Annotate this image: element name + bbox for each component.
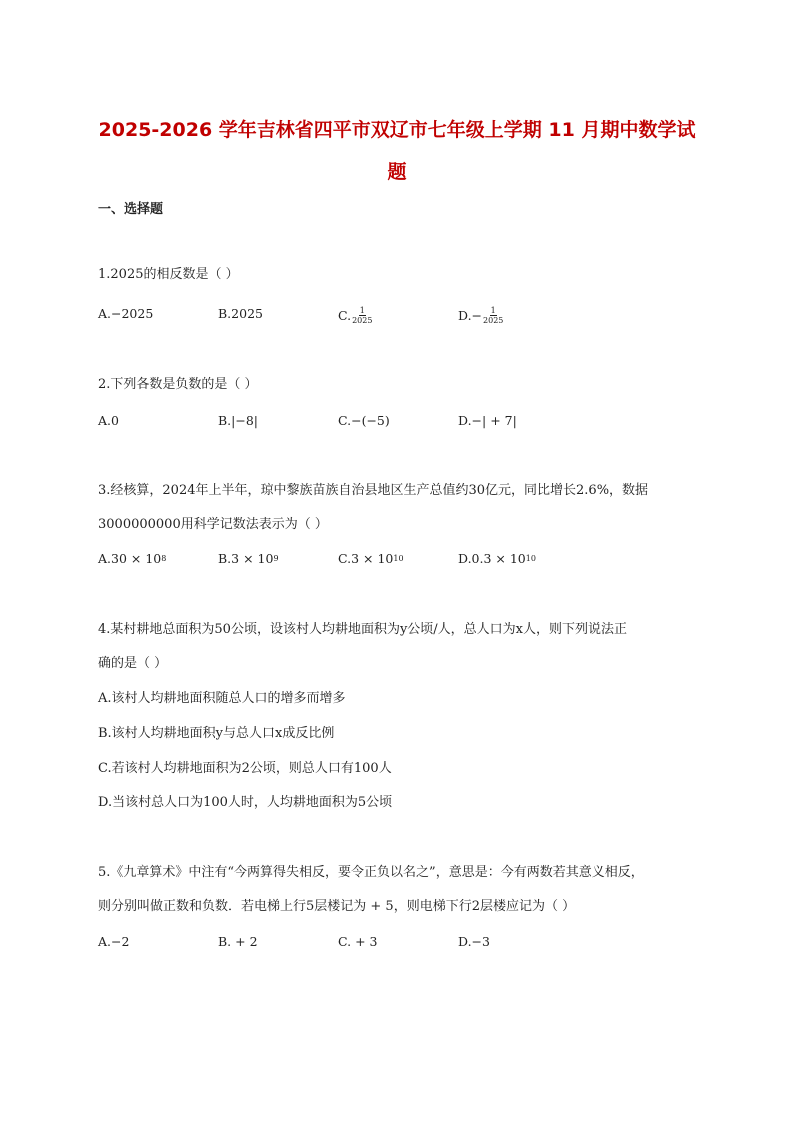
option-d-fraction bbox=[483, 306, 503, 325]
option-c bbox=[338, 306, 372, 325]
question-3-options bbox=[98, 551, 698, 573]
option-b bbox=[218, 551, 279, 566]
option-a-base: A.30 × 10 bbox=[98, 551, 162, 566]
fraction-numerator: 1 bbox=[490, 306, 496, 315]
option-c-prefix: C. bbox=[338, 308, 352, 323]
question-4-option-b: B.该村人均耕地面积y与总人口x成反比例 bbox=[98, 726, 335, 741]
question-1-options bbox=[98, 306, 698, 328]
question-5-options bbox=[98, 934, 698, 956]
option-c-exponent: 10 bbox=[393, 554, 404, 563]
question-5-stem-line-1: 5.《九章算术》中注有“今两算得失相反，要令正负以名之”，意思是：今有两数若其意义相反， bbox=[98, 865, 644, 880]
question-4-option-a: A.该村人均耕地面积随总人口的增多而增多 bbox=[98, 691, 346, 706]
option-d-prefix: D.− bbox=[458, 308, 483, 323]
option-b-exponent: 9 bbox=[273, 554, 279, 563]
question-4-stem-line-1: 4.某村耕地总面积为50公顷，设该村人均耕地面积为y公顷/人，总人口为x人，则下列说法正 bbox=[98, 622, 628, 637]
document-title-line-1: 2025-2026 学年吉林省四平市双辽市七年级上学期 11 月期中数学试 bbox=[98, 119, 696, 141]
option-d-exponent: 10 bbox=[525, 554, 536, 563]
option-b: B.|−8| bbox=[218, 413, 259, 428]
option-a: A.0 bbox=[98, 413, 119, 428]
question-3-stem-line-1: 3.经核算，2024年上半年，琼中黎族苗族自治县地区生产总值约30亿元，同比增长2.6%，数据 bbox=[98, 483, 649, 498]
option-b: B.2025 bbox=[218, 306, 263, 321]
option-a-exponent: 8 bbox=[161, 554, 167, 563]
option-c-fraction bbox=[352, 306, 372, 325]
question-4-option-d: D.当该村总人口为100人时，人均耕地面积为5公顷 bbox=[98, 795, 393, 810]
fraction-denominator: 2025 bbox=[352, 316, 373, 325]
option-c bbox=[338, 551, 404, 566]
option-d: D.−3 bbox=[458, 934, 490, 949]
question-5-stem-line-2: 则分别叫做正数和负数．若电梯上行5层楼记为 + 5，则电梯下行2层楼应记为（ ） bbox=[98, 899, 576, 914]
question-4-stem-line-2: 确的是（ ） bbox=[98, 656, 168, 671]
option-c: C.−(−5) bbox=[338, 413, 390, 428]
question-1-stem: 1.2025的相反数是（ ） bbox=[98, 267, 239, 282]
question-2-stem: 2.下列各数是负数的是（ ） bbox=[98, 377, 258, 392]
option-c-base: C.3 × 10 bbox=[338, 551, 394, 566]
option-a: A.−2025 bbox=[98, 306, 154, 321]
fraction-numerator: 1 bbox=[359, 306, 365, 315]
document-title-line-2: 题 bbox=[387, 161, 407, 183]
option-a: A.−2 bbox=[98, 934, 130, 949]
question-3-stem-line-2: 3000000000用科学记数法表示为（ ） bbox=[98, 517, 328, 532]
option-d bbox=[458, 551, 536, 566]
question-2-options bbox=[98, 413, 698, 435]
option-b-base: B.3 × 10 bbox=[218, 551, 274, 566]
option-d: D.−| + 7| bbox=[458, 413, 517, 428]
option-d bbox=[458, 306, 503, 325]
option-c: C. + 3 bbox=[338, 934, 378, 949]
question-4-option-c: C.若该村人均耕地面积为2公顷，则总人口有100人 bbox=[98, 761, 392, 776]
option-d-base: D.0.3 × 10 bbox=[458, 551, 526, 566]
option-b: B. + 2 bbox=[218, 934, 258, 949]
fraction-denominator: 2025 bbox=[483, 316, 504, 325]
option-a bbox=[98, 551, 166, 566]
section-heading: 一、选择题 bbox=[98, 202, 164, 217]
